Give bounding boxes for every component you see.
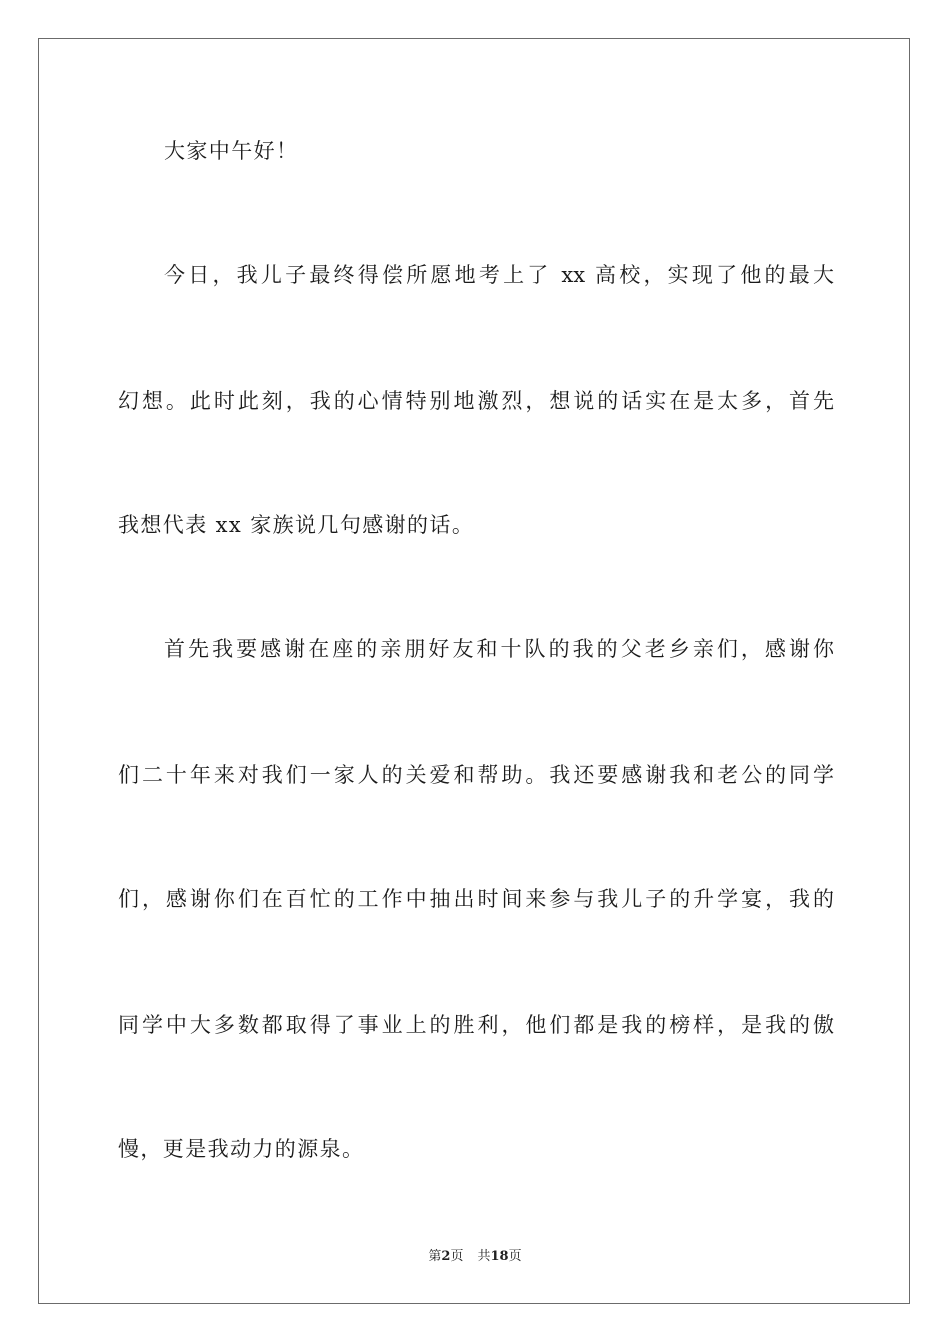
page-suffix: 页	[450, 1249, 464, 1264]
paragraph-2-line-1: 首先我要感谢在座的亲朋好友和十队的我的父老乡亲们，感谢你	[164, 637, 834, 661]
page-prefix: 第	[428, 1249, 442, 1264]
total-page-number: 18	[490, 1249, 509, 1264]
paragraph-1-line-2: 幻想。此时此刻，我的心情特别地激烈，想说的话实在是太多，首先	[118, 389, 834, 413]
page-footer	[0, 1248, 950, 1266]
total-prefix: 共	[477, 1249, 491, 1264]
paragraph-2-line-2: 们二十年来对我们一家人的关爱和帮助。我还要感谢我和老公的同学	[118, 763, 834, 787]
page-frame	[38, 38, 910, 1304]
greeting-line: 大家中午好！	[164, 139, 299, 163]
paragraph-2-line-5: 慢，更是我动力的源泉。	[118, 1137, 365, 1161]
total-suffix: 页	[508, 1249, 522, 1264]
current-page-number: 2	[441, 1249, 451, 1264]
paragraph-1-line-3: 我想代表 xx 家族说几句感谢的话。	[118, 513, 475, 537]
paragraph-2-line-3: 们，感谢你们在百忙的工作中抽出时间来参与我儿子的升学宴，我的	[118, 887, 834, 911]
paragraph-1-line-1: 今日，我儿子最终得偿所愿地考上了 xx 高校，实现了他的最大	[164, 263, 834, 287]
paragraph-2-line-4: 同学中大多数都取得了事业上的胜利，他们都是我的榜样，是我的傲	[118, 1013, 834, 1037]
